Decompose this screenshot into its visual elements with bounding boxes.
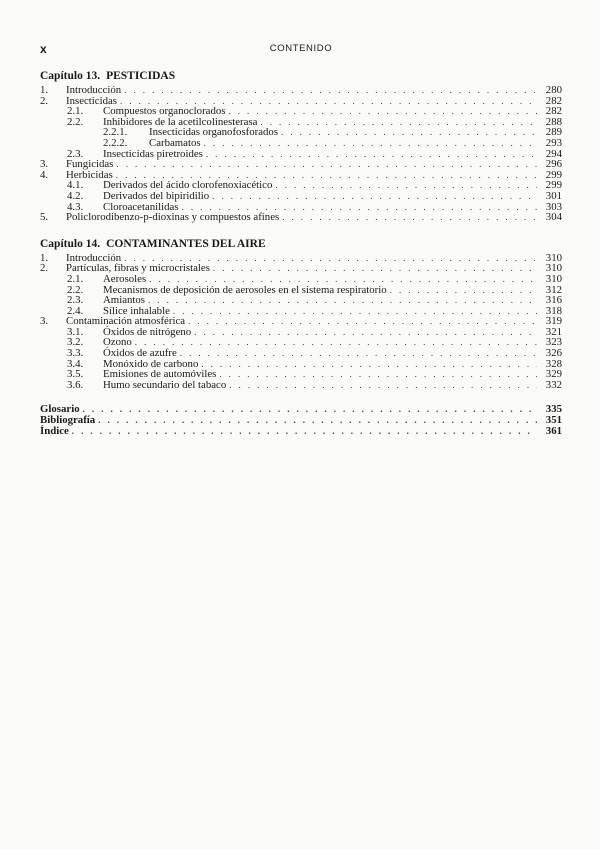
chapter-13-block [40, 69, 562, 223]
dot-leader [212, 191, 537, 202]
entry-number: 2.2. [67, 115, 84, 128]
entry-page-number: 351 [545, 414, 562, 427]
entry-page-number: 310 [545, 251, 562, 264]
entry-title: Humo secundario del tabaco [103, 378, 227, 391]
entry-page-number: 296 [545, 158, 562, 171]
entry-number: 3.4. [67, 357, 84, 370]
entry-page-number: 316 [545, 294, 562, 307]
entry-number: 4. [40, 168, 49, 181]
entry-title: Contaminación atmosférica [66, 315, 186, 328]
entry-number: 2.2.2. [103, 136, 128, 149]
entry-number: 2.4. [67, 304, 84, 317]
entry-page-number: 282 [545, 94, 562, 107]
dot-leader [148, 295, 537, 306]
dot-leader [390, 285, 537, 296]
chapter-entries [40, 85, 562, 223]
entry-page-number: 321 [545, 325, 562, 338]
entry-page-number: 335 [545, 403, 562, 416]
dot-leader [124, 85, 537, 96]
entry-number: 3.5. [67, 368, 84, 381]
entry-title: Insecticidas [66, 94, 117, 107]
entry-title: Inhibidores de la acetilcolinesterasa [103, 115, 258, 128]
entry-page-number: 319 [545, 315, 562, 328]
entry-title: Aerosoles [103, 272, 147, 285]
dot-leader [188, 316, 537, 327]
entry-number: 4.3. [67, 200, 84, 213]
entry-number: 4.1. [67, 179, 84, 192]
page-header [40, 42, 562, 56]
entry-title: Óxidos de nitrógeno [103, 325, 192, 338]
entry-title: Derivados del ácido clorofenoxiacético [103, 179, 273, 192]
entry-number: 2. [40, 94, 49, 107]
entry-page-number: 304 [545, 211, 562, 224]
entry-number: 4.2. [67, 189, 84, 202]
toc-entry [40, 212, 562, 223]
entry-title: Insecticidas organofosforados [149, 126, 279, 139]
entry-number: 3.3. [67, 347, 84, 360]
entry-title: Índice [40, 424, 69, 437]
toc-entry [40, 159, 562, 170]
entry-title: Ozono [103, 336, 132, 349]
entry-title: Derivados del bipiridilio [103, 189, 210, 202]
dot-leader [206, 149, 537, 160]
entry-number: 2. [40, 262, 49, 275]
back-matter-list [40, 404, 562, 436]
toc-entry [40, 138, 562, 149]
page-number: x [40, 42, 47, 56]
entry-title: Glosario [40, 403, 80, 416]
entry-title: Herbicidas [66, 168, 113, 181]
toc-entry [40, 149, 562, 160]
dot-leader [204, 138, 537, 149]
entry-number: 1. [40, 84, 49, 96]
entry-number: 2.3. [67, 294, 84, 307]
entry-number: 3.1. [67, 325, 84, 338]
entry-title: Monóxido de carbono [103, 357, 199, 370]
chapter-title: CONTAMINANTES DEL AIRE [106, 237, 266, 250]
entry-number: 2.3. [67, 147, 84, 160]
entry-page-number: 293 [545, 136, 562, 149]
chapter-heading [40, 69, 562, 83]
entry-page-number: 361 [545, 424, 562, 437]
entry-title: Bibliografía [40, 414, 96, 427]
dot-leader [194, 327, 537, 338]
entry-title: Introducción [66, 251, 122, 264]
dot-leader [219, 369, 537, 380]
dot-leader [180, 348, 537, 359]
entry-number: 2.2.1. [103, 126, 128, 139]
toc-entry [40, 191, 562, 202]
toc-entry [40, 426, 562, 437]
entry-title: Mecanismos de deposición de aerosoles en el sistema respiratorio [103, 283, 387, 296]
entry-title: Fungicidas [66, 158, 114, 171]
toc-entry [40, 415, 562, 426]
chapter-label: Capítulo 14. [40, 237, 101, 250]
entry-title: Insecticidas piretroides [103, 147, 203, 160]
dot-leader [213, 263, 537, 274]
entry-page-number: 323 [545, 336, 562, 349]
dot-leader [229, 380, 537, 391]
entry-title: Sílice inhalable [103, 304, 170, 317]
dot-leader [149, 274, 537, 285]
entry-page-number: 318 [545, 304, 562, 317]
entry-page-number: 329 [545, 368, 562, 381]
dot-leader [275, 180, 537, 191]
dot-leader [228, 106, 537, 117]
dot-leader [116, 159, 537, 170]
entry-page-number: 310 [545, 262, 562, 275]
entry-number: 3.6. [67, 378, 84, 391]
dot-leader [201, 359, 537, 370]
chapter-14-block [40, 237, 562, 391]
dot-leader [135, 337, 537, 348]
toc-entry [40, 85, 562, 96]
entry-page-number: 299 [545, 168, 562, 181]
entry-title: Carbamatos [149, 136, 201, 149]
entry-title: Introducción [66, 84, 122, 96]
dot-leader [83, 404, 537, 415]
chapter-title: PESTICIDAS [106, 70, 176, 82]
chapter-entries [40, 253, 562, 391]
entry-number: 1. [40, 251, 49, 264]
dot-leader [72, 426, 537, 437]
entry-page-number: 326 [545, 347, 562, 360]
entry-number: 5. [40, 211, 49, 224]
entry-page-number: 280 [545, 84, 562, 96]
dot-leader [98, 415, 537, 426]
chapter-label: Capítulo 13. [40, 70, 101, 82]
entry-page-number: 312 [545, 283, 562, 296]
entry-number: 3.2. [67, 336, 84, 349]
entry-number: 2.1. [67, 105, 84, 118]
entry-number: 2.2. [67, 283, 84, 296]
entry-page-number: 332 [545, 378, 562, 391]
dot-leader [173, 306, 537, 317]
toc-entry [40, 274, 562, 285]
entry-number: 3. [40, 158, 49, 171]
dot-leader [281, 127, 537, 138]
entry-page-number: 310 [545, 272, 562, 285]
toc-entry [40, 404, 562, 415]
entry-page-number: 299 [545, 179, 562, 192]
table-of-contents [40, 69, 562, 436]
entry-number: 3. [40, 315, 49, 328]
entry-title: Policlorodibenzo-p-dioxinas y compuestos afines [66, 211, 280, 224]
entry-page-number: 328 [545, 357, 562, 370]
entry-title: Amiantos [103, 294, 145, 307]
entry-page-number: 282 [545, 105, 562, 118]
entry-title: Emisiones de automóviles [103, 368, 217, 381]
entry-number: 2.1. [67, 272, 84, 285]
toc-entry [40, 380, 562, 391]
entry-title: Partículas, fibras y microcristales [66, 262, 210, 275]
dot-leader [260, 117, 537, 128]
entry-page-number: 303 [545, 200, 562, 213]
chapter-heading [40, 237, 562, 251]
entry-title: Compuestos organoclorados [103, 105, 226, 118]
entry-page-number: 294 [545, 147, 562, 160]
entry-page-number: 289 [545, 126, 562, 139]
entry-page-number: 288 [545, 115, 562, 128]
entry-title: Cloroacetanilidas [103, 200, 179, 213]
entry-title: Óxidos de azufre [103, 347, 177, 360]
running-title: CONTENIDO [269, 43, 333, 54]
dot-leader [282, 212, 537, 223]
entry-page-number: 301 [545, 189, 562, 202]
